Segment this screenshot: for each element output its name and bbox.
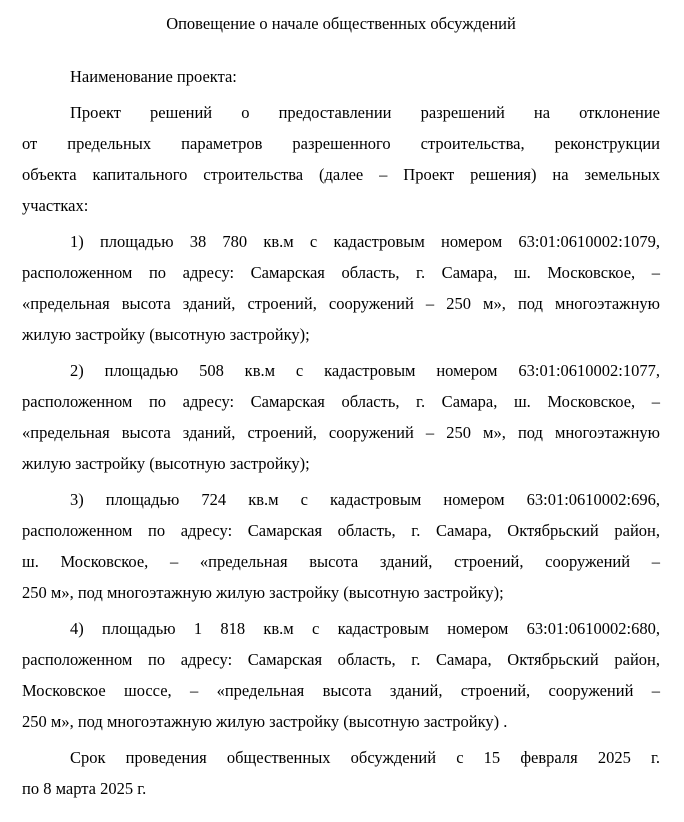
paragraph-discussion-period xyxy=(22,742,660,804)
text-line: от предельных параметров разрешенного строительства, реконструкции xyxy=(22,134,660,153)
text-line: ш. Московское, – «предельная высота зданий, строений, сооружений – xyxy=(22,552,660,571)
paragraph-plot-2 xyxy=(22,355,660,479)
paragraph-plot-1 xyxy=(22,226,660,350)
text-line: 1) площадью 38 780 кв.м с кадастровым номером 63:01:0610002:1079, xyxy=(70,232,660,251)
text-line: Проект решений о предоставлении разрешений на отклонение xyxy=(70,103,660,122)
text-line: жилую застройку (высотную застройку); xyxy=(22,454,310,473)
text-line: 250 м», под многоэтажную жилую застройку (высотную застройку); xyxy=(22,583,504,602)
paragraph-project-description xyxy=(22,97,660,221)
paragraph-project-name-label xyxy=(22,61,660,92)
document-title: Оповещение о начале общественных обсуждений xyxy=(166,14,516,33)
paragraph-plot-3 xyxy=(22,484,660,608)
text-line: 2) площадью 508 кв.м с кадастровым номером 63:01:0610002:1077, xyxy=(70,361,660,380)
text-line: по 8 марта 2025 г. xyxy=(22,779,147,798)
text-line: 4) площадью 1 818 кв.м с кадастровым номером 63:01:0610002:680, xyxy=(70,619,660,638)
text-line: Срок проведения общественных обсуждений с 15 февраля 2025 г. xyxy=(70,748,660,767)
text-line: 3) площадью 724 кв.м с кадастровым номером 63:01:0610002:696, xyxy=(70,490,660,509)
text-line: «предельная высота зданий, строений, сооружений – 250 м», под многоэтажную xyxy=(22,294,660,313)
text-line: Наименование проекта: xyxy=(70,67,237,86)
text-line: расположенном по адресу: Самарская область, г. Самара, Октябрьский район, xyxy=(22,521,660,540)
text-line: расположенном по адресу: Самарская область, г. Самара, Октябрьский район, xyxy=(22,650,660,669)
text-line: расположенном по адресу: Самарская область, г. Самара, ш. Московское, – xyxy=(22,263,660,282)
text-line: объекта капитального строительства (далее – Проект решения) на земельных xyxy=(22,165,660,184)
text-line: участках: xyxy=(22,196,89,215)
text-line: «предельная высота зданий, строений, сооружений – 250 м», под многоэтажную xyxy=(22,423,660,442)
text-line: жилую застройку (высотную застройку); xyxy=(22,325,310,344)
paragraph-plot-4 xyxy=(22,613,660,737)
text-line: Московское шоссе, – «предельная высота зданий, строений, сооружений – xyxy=(22,681,660,700)
text-line: расположенном по адресу: Самарская область, г. Самара, ш. Московское, – xyxy=(22,392,660,411)
text-line: 250 м», под многоэтажную жилую застройку (высотную застройку) . xyxy=(22,712,508,731)
